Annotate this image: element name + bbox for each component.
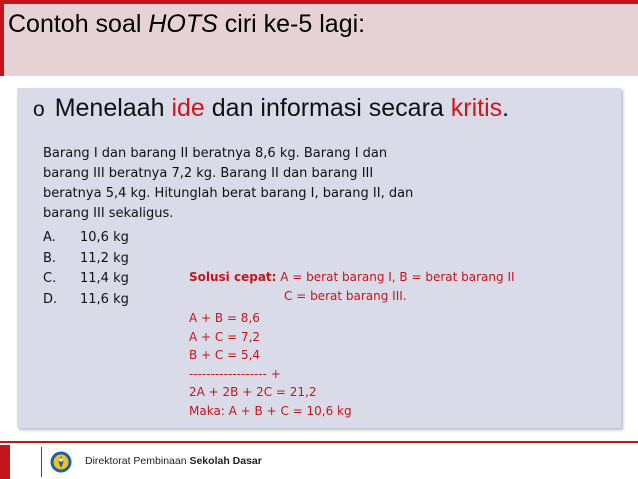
- solution-label: Solusi cepat:: [189, 270, 277, 284]
- question-line: beratnya 5,4 kg. Hitunglah berat barang I, barang II, dan: [43, 186, 414, 201]
- solution-block: [189, 268, 515, 420]
- option-c: [43, 269, 129, 290]
- slide-title: [8, 10, 365, 39]
- title-bar: [0, 0, 638, 76]
- solution-line: A + B = 8,6: [189, 311, 260, 325]
- tut-wuri-handayani-logo-icon: [50, 451, 72, 473]
- footer-accent: [0, 445, 10, 479]
- bullet-marker: o: [33, 98, 45, 121]
- solution-definition-2: C = berat barang III.: [284, 288, 407, 303]
- footer-org-bold: Sekolah Dasar: [189, 455, 262, 467]
- title-prefix: Contoh soal: [8, 10, 149, 38]
- footer-vertical-divider: [41, 447, 42, 477]
- option-a: [43, 228, 129, 249]
- heading-part1: Menelaah: [54, 94, 172, 122]
- bullet-heading: [33, 94, 509, 123]
- option-key: D.: [43, 291, 58, 307]
- content-panel: [17, 88, 621, 428]
- solution-line: B + C = 5,4: [189, 348, 261, 362]
- solution-line: A + C = 7,2: [189, 329, 261, 344]
- footer-org-prefix: Direktorat Pembinaan: [85, 455, 190, 467]
- solution-line: ------------------ +: [189, 366, 281, 381]
- footer-org-name: [85, 455, 262, 467]
- question-line: Barang I dan barang II beratnya 8,6 kg. Barang I dan: [43, 146, 388, 161]
- option-b: [43, 249, 129, 270]
- question-line: barang III beratnya 7,2 kg. Barang II dan barang III: [43, 166, 374, 181]
- solution-line: 2A + 2B + 2C = 21,2: [189, 385, 317, 399]
- question-line: barang III sekaligus.: [43, 206, 174, 221]
- title-suffix: ciri ke-5 lagi:: [217, 10, 366, 38]
- option-value: 11,2 kg: [80, 250, 129, 266]
- option-key: C.: [43, 271, 57, 286]
- option-value: 10,6 kg: [80, 230, 129, 245]
- footer-divider-line: [0, 441, 638, 443]
- option-value: 11,6 kg: [80, 291, 129, 307]
- heading-highlight-kritis: kritis: [450, 94, 503, 122]
- answer-options: [43, 228, 129, 310]
- option-key: A.: [43, 230, 56, 245]
- heading-highlight-ide: ide: [171, 94, 205, 122]
- option-key: B.: [43, 250, 57, 266]
- footer: [0, 445, 638, 479]
- question-text: [43, 144, 463, 224]
- heading-part2: dan informasi secara: [204, 94, 451, 122]
- heading-end: .: [502, 94, 510, 122]
- option-d: [43, 290, 129, 311]
- title-emphasis: HOTS: [148, 10, 218, 38]
- solution-def1: A = berat barang I, B = berat barang II: [276, 270, 515, 284]
- option-value: 11,4 kg: [80, 271, 129, 286]
- title-accent: [0, 4, 4, 76]
- solution-line: Maka: A + B + C = 10,6 kg: [189, 403, 352, 418]
- solution-definition-1: [189, 268, 515, 287]
